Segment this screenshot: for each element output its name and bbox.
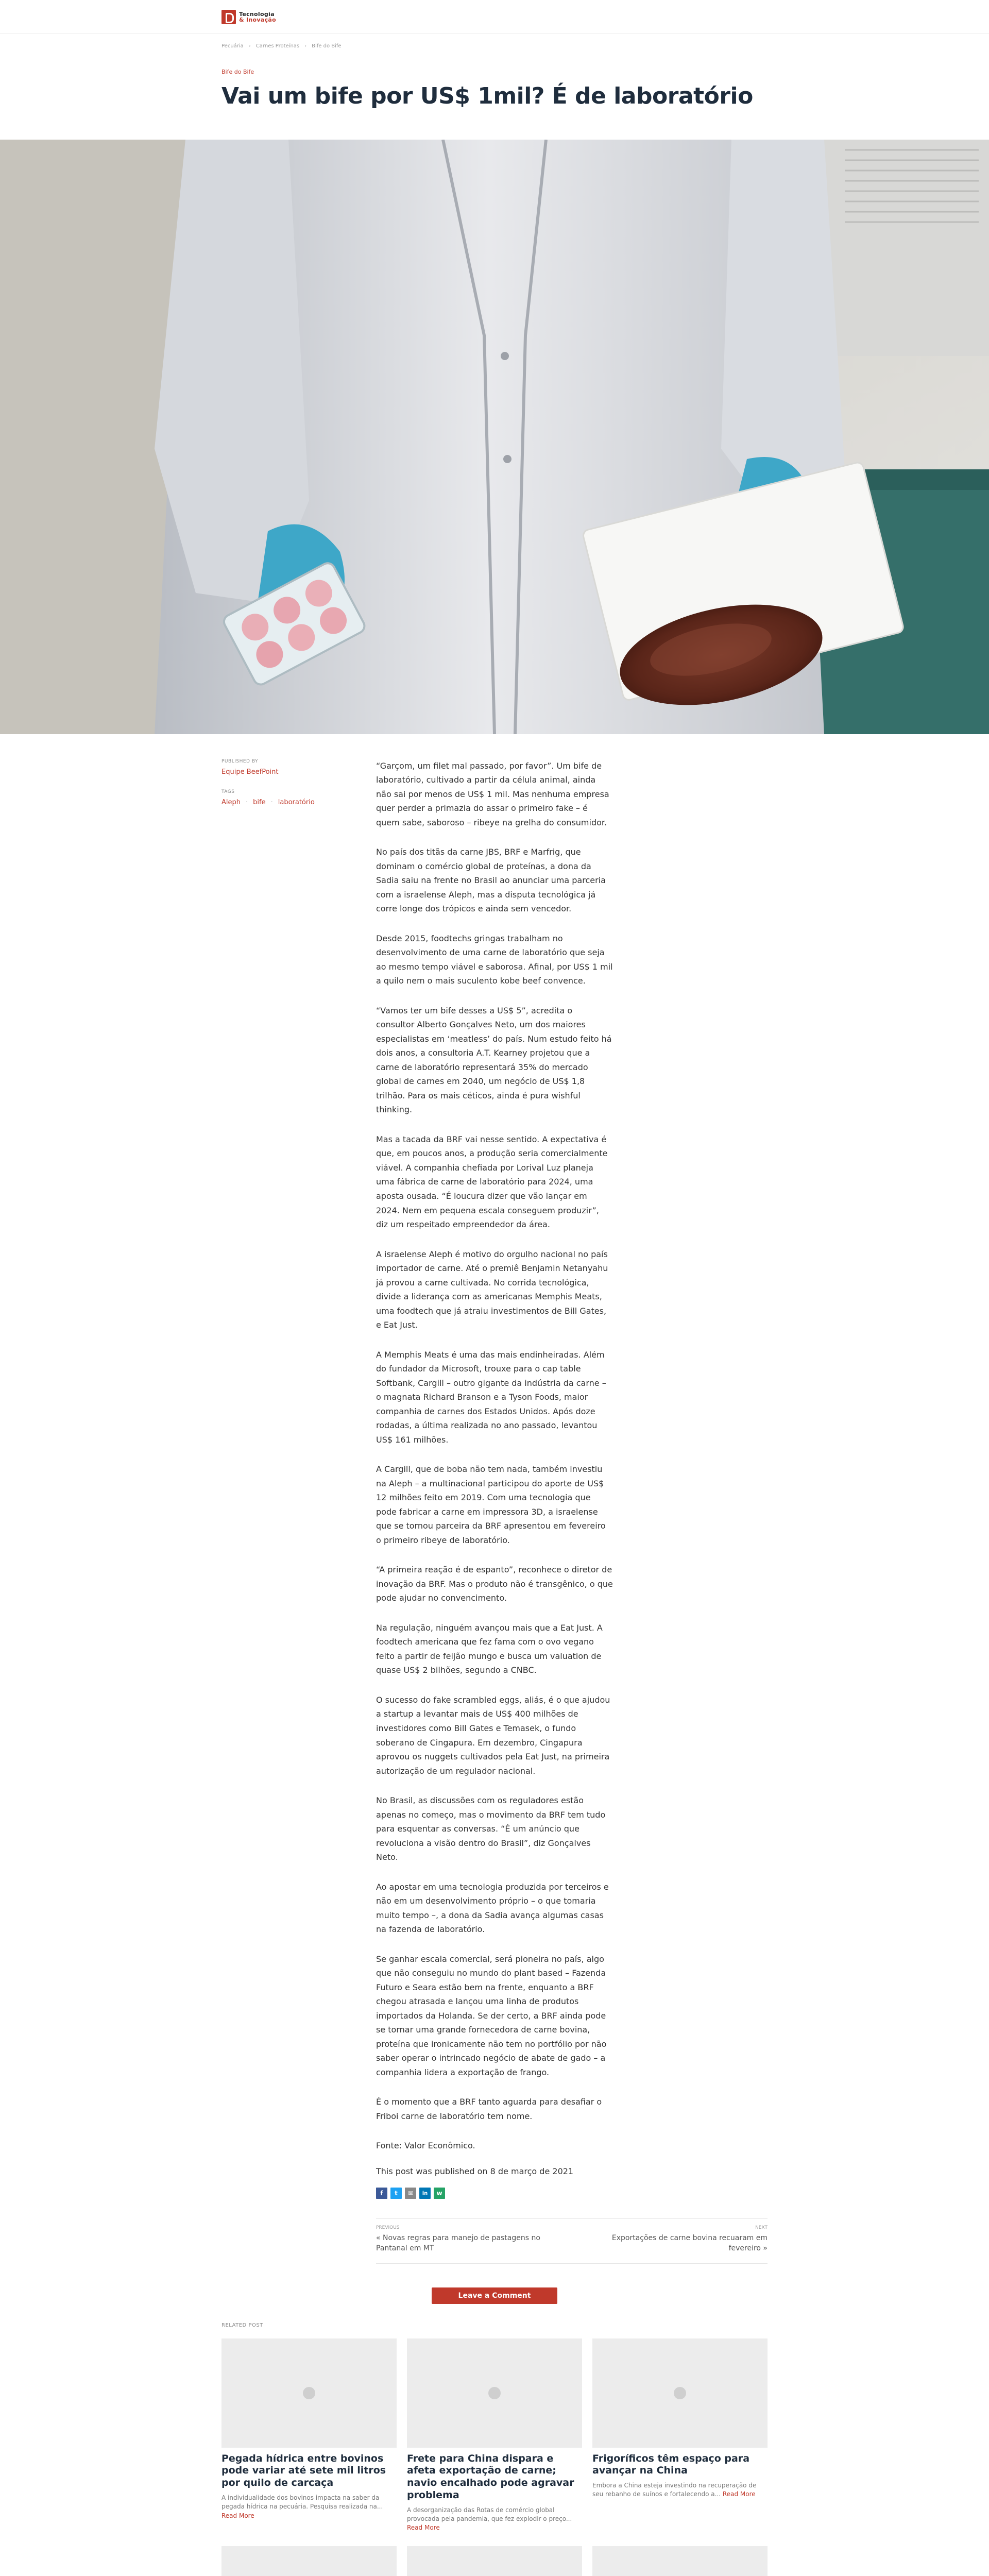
article-paragraph: No Brasil, as discussões com os reguladores estão apenas no começo, mas o movimento da BRF tem tudo para esquentar as conversas. “É um anúncio que revoluciona a visão dentro do Brasil”, diz Gonçalves Neto. xyxy=(376,1795,606,1862)
card-title[interactable]: Frete para China dispara e afeta exportação de carne; navio encalhado pode agravar problema xyxy=(407,2452,574,2501)
article-body xyxy=(376,759,613,2219)
article-paragraph: Desde 2015, foodtechs gringas trabalham no desenvolvimento de uma carne de laboratório que seja ao mesmo tempo viável e saborosa. Afinal, por US$ 1 mil a quilo nem o mais suculento kobe beef convence. xyxy=(376,933,613,986)
read-more-link[interactable]: Read More xyxy=(407,2524,440,2532)
card-excerpt: A desorganização das Rotas de comércio global provocada pela pandemia, que fez explodir o preço... Read More xyxy=(407,2506,572,2532)
read-more-link[interactable]: Read More xyxy=(722,2490,756,2498)
comment-section xyxy=(221,2287,768,2304)
author-link[interactable]: Equipe BeefPoint xyxy=(221,768,279,776)
previous-label: PREVIOUS xyxy=(376,2225,400,2231)
post-thumbnail[interactable] xyxy=(407,2338,582,2448)
post-tags xyxy=(221,789,376,806)
article xyxy=(221,759,768,2219)
image-placeholder-icon xyxy=(488,2387,501,2399)
related-posts-grid xyxy=(221,2338,768,2576)
post-thumbnail[interactable] xyxy=(592,2338,768,2448)
card-title[interactable]: Frigoríficos têm espaço para avançar na China xyxy=(592,2452,750,2477)
tag-link[interactable]: Aleph xyxy=(221,798,241,806)
article-paragraph: Ao apostar em uma tecnologia produzida por terceiros e não em um desenvolvimento próprio – o que tomaria muito tempo –, a dona da Sadia avança algumas casas na fazenda de laboratório. xyxy=(376,1882,609,1935)
related-card[interactable] xyxy=(592,2338,768,2533)
article-paragraph: A israelense Aleph é motivo do orgulho nacional no país importador de carne. Até o premiê Benjamin Netanyahu já provou a carne cultivada. No corrida tecnológica, divide a liderança com as americanas Memphis Meats, uma foodtech que já atraiu investimentos de Bill Gates, e Eat Just. xyxy=(376,1249,608,1330)
article-paragraph: “Garçom, um filet mal passado, por favor”. Um bife de laboratório, cultivado a partir da célula animal, ainda não sai por menos de US$ 1 mil. Mas nenhuma empresa quer perder a primazia do assar o primeiro fake – é quem sabe, saboroso – ribeye na grelha do consumidor. xyxy=(376,760,609,827)
previous-post xyxy=(376,2225,551,2253)
article-paragraph: Se ganhar escala comercial, será pioneira no país, algo que não conseguiu no mundo do plant based – Fazenda Futuro e Seara estão bem na frente, enquanto a BRF chegou atrasada e lançou uma linha de produtos importados da Holanda. Se der certo, a BRF ainda pode se tornar uma grande fornecedora de carne bovina, proteína que ironicamente não tem no portfólio por não saber operar o intrincado negócio de abate de gado – a companhia lidera a exportação de frango. xyxy=(376,1954,607,2077)
published-note: This post was published on 8 de março de 2021 xyxy=(376,2166,574,2176)
facebook-icon[interactable]: f xyxy=(376,2188,387,2199)
tag-separator: · xyxy=(246,798,248,806)
card-excerpt: A individualidade dos bovinos impacta na saber da pegada hídrica na pecuária. Pesquisa realizada na... Read More xyxy=(221,2494,383,2519)
published-label: PUBLISHED BY xyxy=(221,758,258,764)
article-source: Fonte: Valor Econômico. xyxy=(376,2141,475,2151)
site-logo[interactable] xyxy=(221,10,276,24)
leave-comment-button[interactable]: Leave a Comment xyxy=(432,2287,557,2304)
breadcrumb-item[interactable]: Bife do Bife xyxy=(312,43,342,49)
related-card[interactable] xyxy=(592,2546,768,2576)
article-paragraph: A Cargill, que de boba não tem nada, também investiu na Aleph – a multinacional participou do aporte de US$ 12 milhões feito em 2019. Com uma tecnologia que pode fabricar a carne em impressora 3D, a israelense que se tornou parceira da BRF apresentou em fevereiro o primeiro ribeye de laboratório. xyxy=(376,1464,606,1545)
previous-post-link[interactable]: « Novas regras para manejo de pastagens no Pantanal em MT xyxy=(376,2234,540,2252)
hero-illustration xyxy=(0,140,989,734)
post-thumbnail[interactable] xyxy=(221,2546,397,2576)
twitter-icon[interactable]: t xyxy=(390,2188,402,2199)
article-paragraph: Na regulação, ninguém avançou mais que a Eat Just. A foodtech americana que fez fama com o ovo vegano feito a partir de feijão mungo e busca um valuation de quase US$ 2 bilhões, segundo a CNBC. xyxy=(376,1622,603,1675)
tag-separator: · xyxy=(270,798,273,806)
article-paragraph: A Memphis Meats é uma das mais endinheiradas. Além do fundador da Microsoft, trouxe para o cap table Softbank, Cargill – outro gigante da indústria da carne – o magnata Richard Branson e a Tyson Foods, maior companhia de carnes dos Estados Unidos. Após doze rodadas, a última realizada no ano passado, levantou US$ 161 milhões. xyxy=(376,1349,606,1445)
article-paragraph: “A primeira reação é de espanto”, reconhece o diretor de inovação da BRF. Mas o produto não é transgênico, o que pode ajudar no convencimento. xyxy=(376,1565,613,1603)
breadcrumb-item[interactable]: Carnes Proteínas xyxy=(255,43,300,49)
post-navigation xyxy=(376,2218,768,2263)
post-thumbnail[interactable] xyxy=(407,2546,582,2576)
read-more-link[interactable]: Read More xyxy=(221,2512,254,2519)
breadcrumb-separator: › xyxy=(304,43,307,49)
next-label: NEXT xyxy=(755,2225,768,2231)
card-excerpt: Embora a China esteja investindo na recuperação de seu rebanho de suínos e fortalecendo a... Read More xyxy=(592,2482,757,2498)
post-meta xyxy=(221,759,376,2219)
related-card[interactable] xyxy=(407,2338,582,2533)
tag-link[interactable]: laboratório xyxy=(278,798,315,806)
email-icon[interactable]: ✉ xyxy=(405,2188,416,2199)
next-post-link[interactable]: Exportações de carne bovina recuaram em fevereiro » xyxy=(611,2234,768,2252)
site-header xyxy=(0,0,989,34)
post-thumbnail[interactable] xyxy=(592,2546,768,2576)
article-paragraph: O sucesso do fake scrambled eggs, aliás, é o que ajudou a startup a levantar mais de US$ 400 milhões de investidores como Bill Gates e Temasek, o fundo soberano de Cingapura. Em dezembro, Cingapura aprovou os nuggets cultivados pela Eat Just, na primeira autorização de um regulador nacional. xyxy=(376,1694,610,1776)
breadcrumb-item[interactable]: Pecuária xyxy=(221,43,244,49)
breadcrumb xyxy=(221,43,768,49)
logo-icon xyxy=(221,10,236,24)
related-card[interactable] xyxy=(221,2338,397,2533)
related-card[interactable] xyxy=(407,2546,582,2576)
tags-label: TAGS xyxy=(221,789,235,794)
title-bar xyxy=(221,34,768,140)
card-title[interactable]: Pegada hídrica entre bovinos pode variar até sete mil litros por quilo de carcaça xyxy=(221,2452,386,2489)
article-paragraph: No país dos titãs da carne JBS, BRF e Marfrig, que dominam o comércio global de proteínas, a dona da Sadia saiu na frente no Brasil ao anunciar uma parceria com a israelense Aleph, mas a disputa tecnológica já corre longe dos trópicos e ainda sem vencedor. xyxy=(376,847,606,914)
published-by xyxy=(221,759,376,776)
image-placeholder-icon xyxy=(303,2387,315,2399)
image-placeholder-icon xyxy=(674,2387,686,2399)
related-posts-label: RELATED POST xyxy=(221,2322,263,2328)
related-card[interactable] xyxy=(221,2546,397,2576)
hero-image xyxy=(0,140,989,734)
article-paragraph: Mas a tacada da BRF vai nesse sentido. A expectativa é que, em poucos anos, a produção seria comercialmente viável. A companhia chefiada por Lorival Luz planeja uma fábrica de carne de laboratório para 2024, uma aposta ousada. “É loucura dizer que vão lançar em 2024. Nem em pequena escala conseguem produzir”, diz um respeitado empreendedor da área. xyxy=(376,1134,608,1230)
category-label[interactable]: Bife do Bife xyxy=(221,69,254,75)
article-paragraph: “Vamos ter um bife desses a US$ 5”, acredita o consultor Alberto Gonçalves Neto, um dos maiores especialistas em ‘meatless’ do país. Num estudo feito há dois anos, a consultoria A.T. Kearney projetou que a carne de laboratório representará 35% do mercado global de carnes em 2040, um negócio de US$ 1,8 trilhão. Para os mais céticos, ainda é pura wishful thinking. xyxy=(376,1005,612,1115)
tag-link[interactable]: bife xyxy=(253,798,266,806)
linkedin-icon[interactable]: in xyxy=(419,2188,431,2199)
post-thumbnail[interactable] xyxy=(221,2338,397,2448)
page-title: Vai um bife por US$ 1mil? É de laboratório xyxy=(221,83,753,109)
breadcrumb-separator: › xyxy=(248,43,251,49)
next-post xyxy=(592,2225,768,2253)
share-bar xyxy=(376,2188,613,2199)
article-paragraph: É o momento que a BRF tanto aguarda para desafiar o Friboi carne de laboratório tem nome. xyxy=(376,2097,602,2121)
whatsapp-icon[interactable]: w xyxy=(434,2188,445,2199)
logo-text: Tecnologia & Inovação xyxy=(239,11,276,23)
